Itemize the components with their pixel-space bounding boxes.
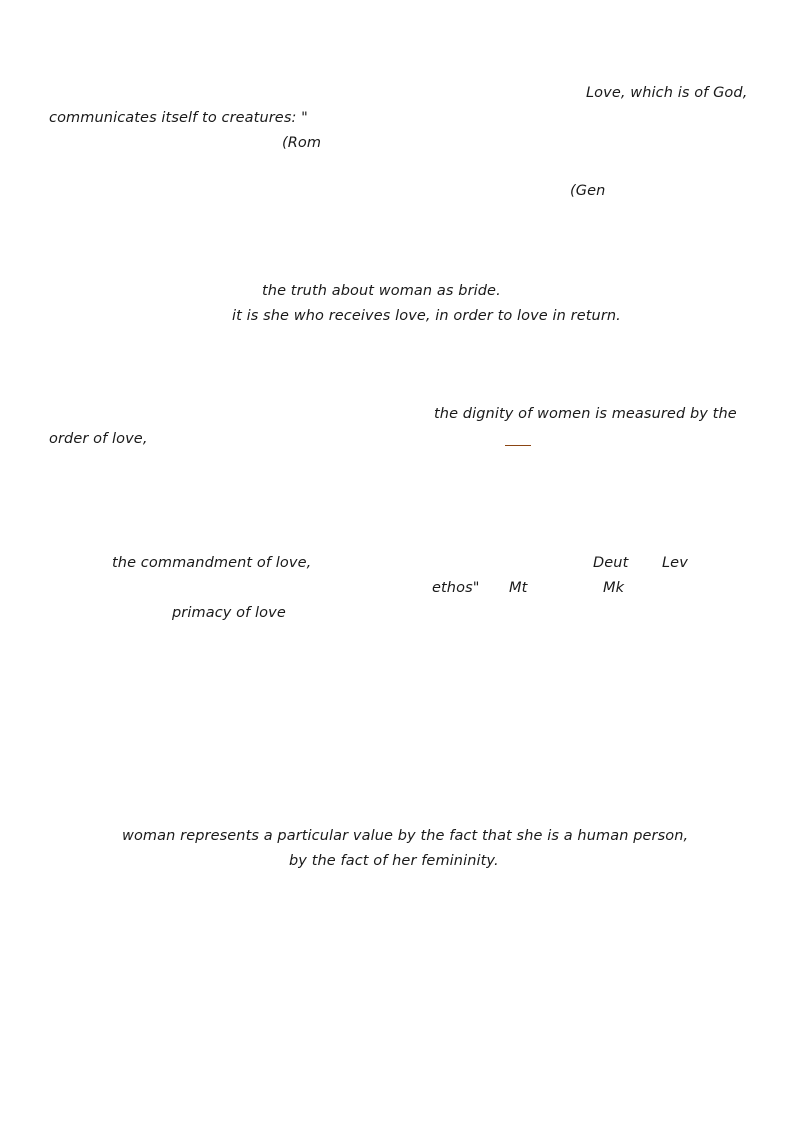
text-particular-value: woman represents a particular value by the fact that she is a human person, — [122, 828, 689, 844]
text-ethos: ethos" — [432, 580, 480, 596]
footnote-link-underline[interactable] — [505, 445, 531, 446]
text-commandment: the commandment of love, — [112, 555, 312, 571]
text-primacy: primacy of love — [172, 605, 286, 621]
text-rom-reference: (Rom — [282, 135, 322, 151]
text-deut-reference: Deut — [593, 555, 629, 571]
text-femininity: by the fact of her femininity. — [289, 853, 499, 869]
text-lev-reference: Lev — [662, 555, 688, 571]
text-receives-love: it is she who receives love, in order to love in return. — [232, 308, 621, 324]
text-truth-bride: the truth about woman as bride. — [262, 283, 501, 299]
text-gen-reference: (Gen — [570, 183, 606, 199]
text-mt-reference: Mt — [509, 580, 528, 596]
text-love-of-god: Love, which is of God, — [586, 85, 748, 101]
text-order-of-love: order of love, — [49, 431, 148, 447]
text-communicates: communicates itself to creatures: " — [49, 110, 308, 126]
text-mk-reference: Mk — [603, 580, 625, 596]
text-dignity: the dignity of women is measured by the — [434, 406, 737, 422]
